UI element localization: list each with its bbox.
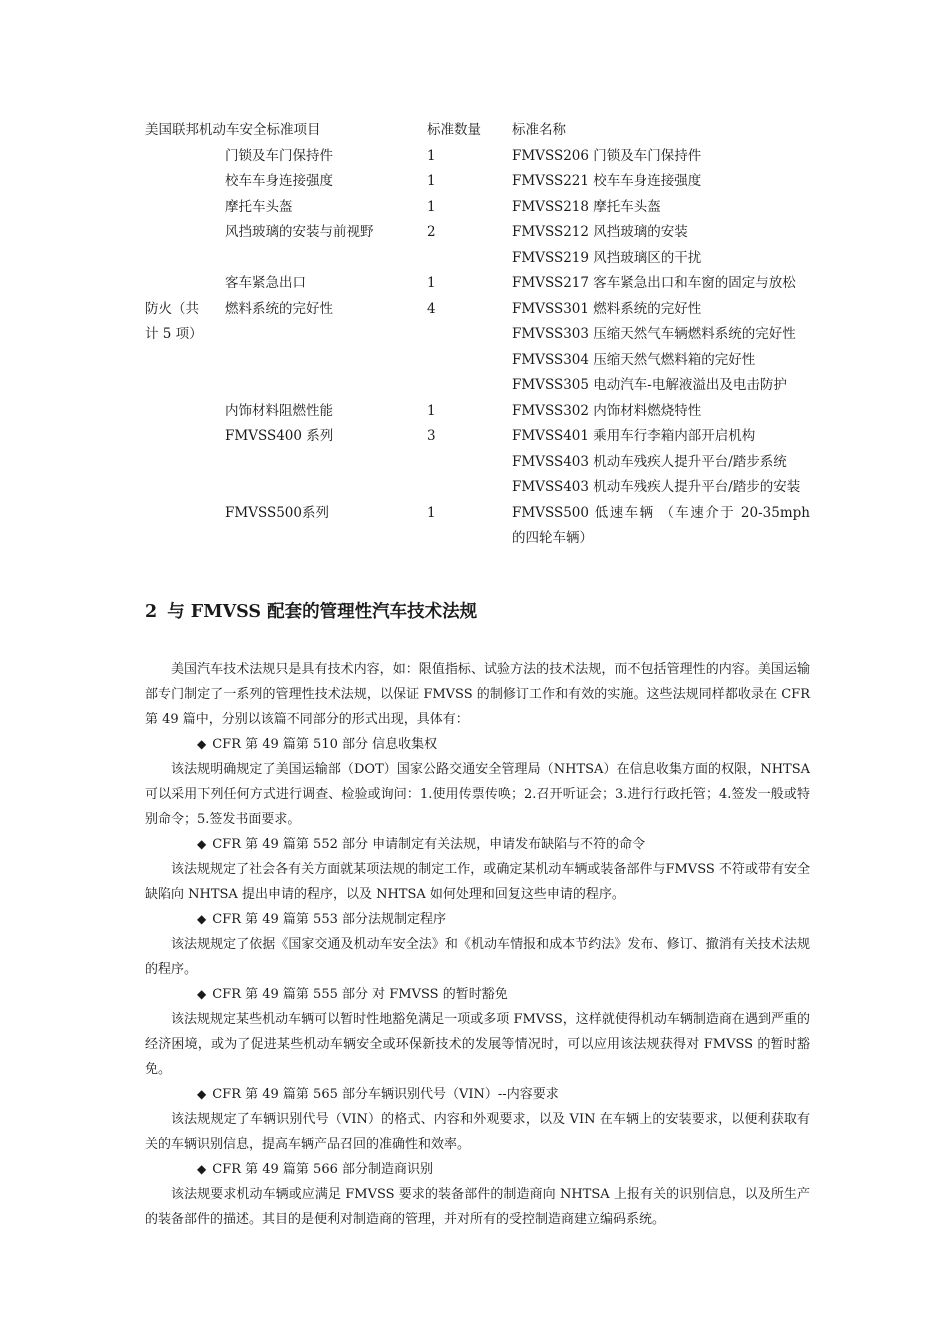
table-row [145, 220, 810, 271]
bullet-item: ◆ CFR 第 49 篇第 555 部分 对 FMVSS 的暂时豁免 [145, 982, 810, 1007]
row-count: 4 [427, 300, 436, 317]
diamond-bullet-icon: ◆ [197, 837, 207, 851]
table-row [225, 501, 810, 552]
row-item: 校车车身连接强度 [225, 173, 333, 189]
bullet-item: ◆ CFR 第 49 篇第 565 部分车辆识别代号（VIN）--内容要求 [145, 1082, 810, 1107]
table-row [225, 297, 810, 399]
bullet-item: ◆ CFR 第 49 篇第 553 部分法规制定程序 [145, 907, 810, 932]
row-standard-name: FMVSS217 客车紧急出口和车窗的固定与放松 [512, 275, 796, 291]
diamond-bullet-icon: ◆ [197, 912, 207, 926]
paragraph: 该法规规定某些机动车辆可以暂时性地豁免满足一项或多项 FMVSS，这样就使得机动车辆制造商在遇到严重的经济困境，或为了促进某些机动车辆安全或环保新技术的发展等情况时，可以应用该法规获得对 FMVSS 的暂时豁免。 [145, 1012, 810, 1077]
diamond-bullet-icon: ◆ [197, 1162, 207, 1176]
row-standard-name: FMVSS403 机动车残疾人提升平台/踏步的安装 [512, 479, 801, 495]
row-standard-name: FMVSS500 低速车辆 （车速介于 20-35mph 的四轮车辆） [512, 504, 810, 546]
section-title: 与 FMVSS 配套的管理性汽车技术法规 [167, 602, 478, 622]
row-item: FMVSS500系列 [225, 504, 329, 521]
paragraph: 该法规规定了车辆识别代号（VIN）的格式、内容和外观要求，以及 VIN 在车辆上的安装要求，以便利获取有关的车辆识别信息，提高车辆产品召回的准确性和效率。 [145, 1112, 810, 1152]
paragraph: 该法规要求机动车辆或应满足 FMVSS 要求的装备部件的制造商向 NHTSA 上报有关的识别信息，以及所生产的装备部件的描述。其目的是便利对制造商的管理，并对所有的受控制造商建立编码系统。 [145, 1187, 810, 1227]
row-item: 门锁及车门保持件 [225, 147, 333, 164]
paragraph: 美国汽车技术法规只是具有技术内容，如：限值指标、试验方法的技术法规，而不包括管理性的内容。美国运输部专门制定了一系列的管理性技术法规，以保证 FMVSS 的制修订工作和有效的实施。这些法规同样都收录在 CFR 第 49 篇中，分别以该篇不同部分的形式出现，具体有： [145, 662, 810, 727]
group-label: 防火（共 计 5 项） [145, 300, 203, 342]
row-item: FMVSS400 系列 [225, 428, 334, 444]
section-heading [145, 598, 477, 623]
row-standard-name: FMVSS305 电动汽车-电解液溢出及电击防护 [512, 377, 787, 393]
row-count: 1 [427, 402, 436, 419]
header-count: 标准数量 [427, 122, 481, 138]
table-row [145, 169, 810, 195]
bullet-item: ◆ CFR 第 49 篇第 566 部分制造商识别 [145, 1157, 810, 1182]
paragraph: 该法规明确规定了美国运输部（DOT）国家公路交通安全管理局（NHTSA）在信息收集方面的权限，NHTSA 可以采用下列任何方式进行调查、检验或询问：1.使用传票传唤；2.召开听证会；3.进行行政托管；4.签发一般或特别命令；5.签发书面要求。 [145, 762, 810, 827]
paragraph: 该法规规定了依据《国家交通及机动车安全法》和《机动车情报和成本节约法》发布、修订、撤消有关技术法规的程序。 [145, 937, 810, 977]
row-count: 1 [427, 198, 436, 215]
row-standard-name: FMVSS302 内饰材料燃烧特性 [512, 402, 702, 419]
section-number: 2 [145, 602, 158, 622]
body-text [145, 657, 810, 1232]
row-standard-name: FMVSS221 校车车身连接强度 [512, 173, 702, 189]
row-standard-name: FMVSS212 风挡玻璃的安装 [512, 224, 688, 240]
table-row [225, 399, 810, 425]
row-standard-name: FMVSS403 机动车残疾人提升平台/踏步系统 [512, 453, 787, 470]
row-standard-name: FMVSS304 压缩天然气燃料箱的完好性 [512, 351, 756, 368]
diamond-bullet-icon: ◆ [197, 1087, 207, 1101]
row-standard-name: FMVSS301 燃料系统的完好性 [512, 300, 702, 317]
row-count: 1 [427, 275, 436, 291]
row-item: 燃料系统的完好性 [225, 300, 333, 317]
bullet-item: ◆ CFR 第 49 篇第 510 部分 信息收集权 [145, 732, 810, 757]
standards-table [145, 118, 810, 552]
table-row [225, 424, 810, 501]
fire-protection-group [145, 297, 810, 552]
row-count: 1 [427, 173, 436, 189]
row-item: 摩托车头盔 [225, 198, 293, 215]
table-row [145, 144, 810, 170]
row-count: 3 [427, 428, 436, 444]
header-project: 美国联邦机动车安全标准项目 [145, 122, 321, 138]
paragraph: 该法规规定了社会各有关方面就某项法规的制定工作，或确定某机动车辆或装备部件与FMVSS 不符或带有安全缺陷向 NHTSA 提出申请的程序，以及 NHTSA 如何处理和回复这些申请的程序。 [145, 862, 810, 902]
row-item: 风挡玻璃的安装与前视野 [225, 224, 374, 240]
table-header-row [145, 118, 810, 144]
row-standard-name: FMVSS303 压缩天然气车辆燃料系统的完好性 [512, 326, 796, 342]
row-standard-name: FMVSS218 摩托车头盔 [512, 198, 661, 215]
row-standard-name: FMVSS206 门锁及车门保持件 [512, 147, 702, 164]
row-standard-name: FMVSS219 风挡玻璃区的干扰 [512, 249, 702, 266]
table-row [145, 271, 810, 297]
row-count: 2 [427, 224, 436, 240]
row-standard-name: FMVSS401 乘用车行李箱内部开启机构 [512, 428, 756, 444]
diamond-bullet-icon: ◆ [197, 737, 207, 751]
bullet-item: ◆ CFR 第 49 篇第 552 部分 申请制定有关法规，申请发布缺陷与不符的命令 [145, 832, 810, 857]
row-item: 内饰材料阻燃性能 [225, 402, 333, 419]
row-count: 1 [427, 504, 436, 521]
table-row [145, 195, 810, 221]
diamond-bullet-icon: ◆ [197, 987, 207, 1001]
row-item: 客车紧急出口 [225, 275, 306, 291]
header-name: 标准名称 [512, 122, 566, 138]
row-count: 1 [427, 147, 436, 164]
